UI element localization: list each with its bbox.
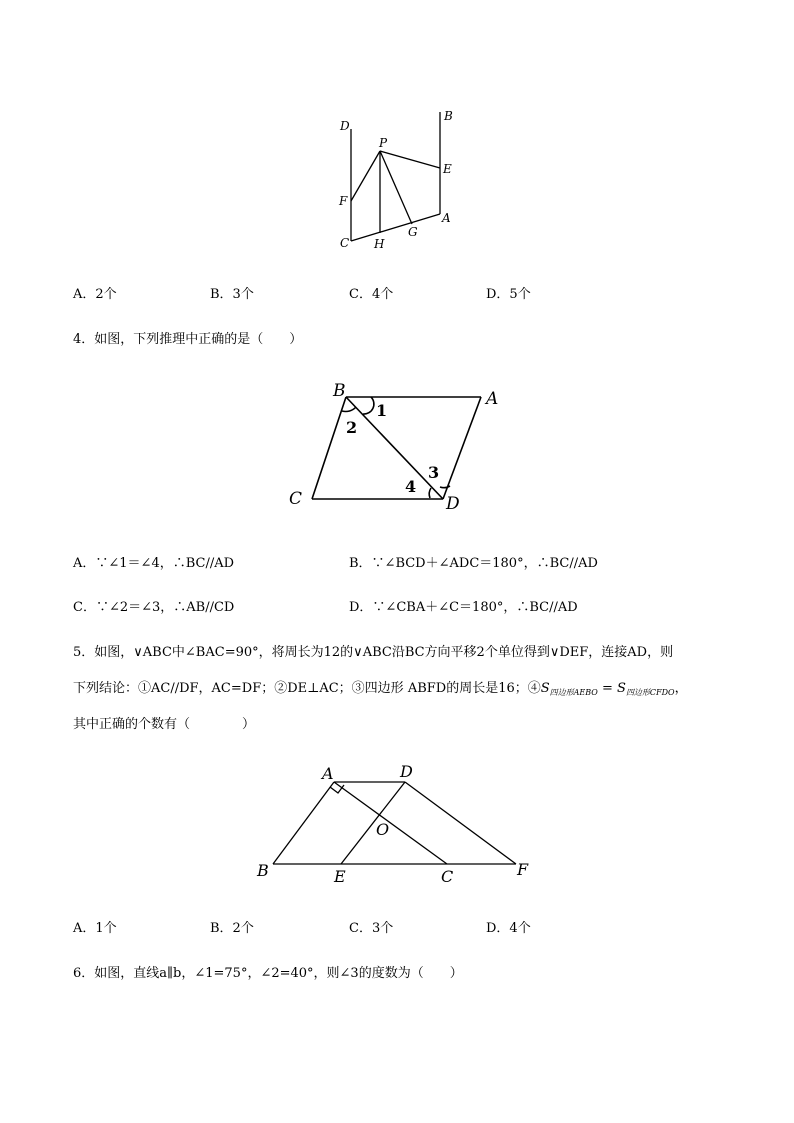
q6-stem: 6．如图，直线a∥b，∠1=75°，∠2=40°，则∠3的度数为（ ） [73,966,463,981]
angle-1: 1 [376,401,388,420]
q5-option-d: D．4个 [486,921,531,936]
label-O: O [376,820,390,839]
label-A: A [442,211,451,225]
q4-option-c: C．∵∠2＝∠3，∴AB//CD [73,600,235,615]
label-P: P [379,136,388,150]
area-left: $S_{四边形AEBO}$ [540,681,598,697]
figure-q4 [0,380,794,520]
q5-option-c: C．3个 [349,921,394,936]
angle-4: 4 [405,477,417,496]
angle-2: 2 [346,418,358,437]
label-E: E [334,867,346,886]
figure-q3 [0,0,794,260]
label-B: B [333,381,346,401]
label-B: B [444,109,453,123]
label-G: G [408,225,418,239]
q4-option-b: B．∵∠BCD＋∠ADC＝180°，∴BC//AD [349,556,598,571]
label-F: F [517,860,529,879]
figure-q5 [0,760,794,890]
q5-line2-prefix: 下列结论：①AC//DF，AC=DF；②DE⊥AC；③四边形 ABFD的周长是16；④ [73,681,541,696]
angle-3: 3 [428,463,440,482]
q5-option-a: A．1个 [73,921,117,936]
q4-stem: 4．如图，下列推理中正确的是（ ） [73,332,303,347]
q3-option-d: D．5个 [486,287,531,302]
q3-option-b: B．3个 [210,287,254,302]
label-D: D [446,494,460,514]
label-D: D [400,762,413,781]
q5-line2: 下列结论：①AC//DF，AC=DF；②DE⊥AC；③四边形 ABFD的周长是16；$④S_{四边形AEBO} = S_{四边形CFDO}$， [73,681,688,697]
q5-line1: 5．如图，∨ABC中∠BAC=90°，将周长为12的∨ABC沿BC方向平移2个单位得到∨DEF，连接AD，则 [73,645,674,660]
q4-option-a: A．∵∠1＝∠4，∴BC//AD [73,556,235,571]
q3-option-c: C．4个 [349,287,394,302]
q5-line3: 其中正确的个数有（ ） [73,717,256,732]
label-C: C [340,236,350,250]
q3-option-a: A．2个 [73,287,117,302]
label-A: A [322,764,334,783]
area-right: $S_{四边形CFDO}$ [617,681,675,697]
label-C: C [289,489,303,509]
label-D: D [340,119,350,133]
label-A: A [486,389,499,409]
label-H: H [374,237,385,251]
label-F: F [339,194,348,208]
label-E: E [443,162,452,176]
label-C: C [441,867,454,886]
label-B: B [257,861,269,880]
equals-sign: = [597,681,618,696]
q4-option-d: D．∵∠CBA＋∠C＝180°，∴BC//AD [349,600,578,615]
q5-option-b: B．2个 [210,921,254,936]
